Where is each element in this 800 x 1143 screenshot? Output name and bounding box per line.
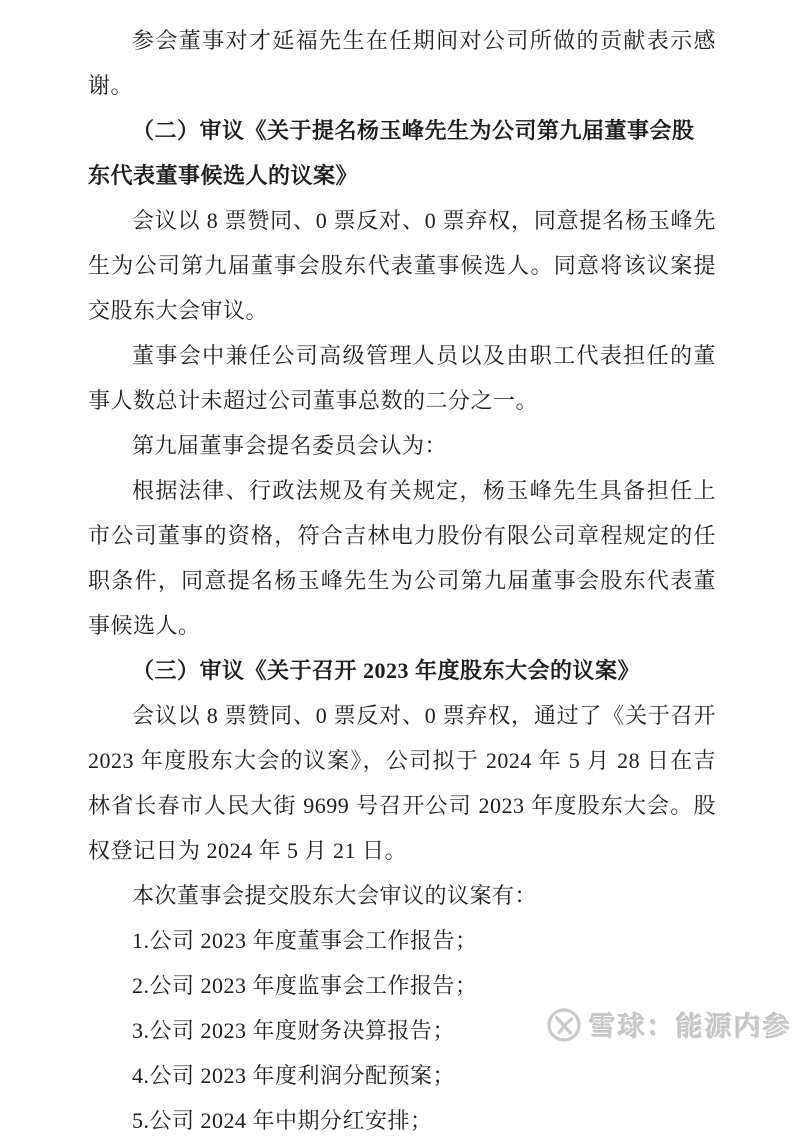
paragraph: 本次董事会提交股东大会审议的议案有： xyxy=(132,883,538,908)
watermark xyxy=(546,1005,792,1044)
paragraph: 会议以 8 票赞同、0 票反对、0 票弃权，通过了《关于召开 2023 年度股东大会的议案》，公司拟于 2024 年 5 月 28 日在吉林省长春市人民大街 9699 号召开公司 2023 年度股东大会。股权登记日为 2024 年 5 月 21 日。 xyxy=(88,703,716,863)
list-item: 4.公司 2023 年度利润分配预案； xyxy=(132,1063,456,1088)
paragraph: 第九届董事会提名委员会认为： xyxy=(132,433,448,458)
watermark-label: 雪球：能源内参 xyxy=(589,1012,792,1042)
list-item: 5.公司 2024 年中期分红安排； xyxy=(132,1108,433,1133)
list-item: 3.公司 2023 年度财务决算报告； xyxy=(132,1018,456,1043)
document-content xyxy=(88,18,716,1143)
section-heading: （三）审议《关于召开 2023 年度股东大会的议案》 xyxy=(132,658,641,683)
paragraph: 董事会中兼任公司高级管理人员以及由职工代表担任的董事人数总计未超过公司董事总数的二分之一。 xyxy=(88,343,716,413)
paragraph: 根据法律、行政法规及有关规定，杨玉峰先生具备担任上市公司董事的资格，符合吉林电力股份有限公司章程规定的任职条件，同意提名杨玉峰先生为公司第九届董事会股东代表董事候选人。 xyxy=(88,478,716,638)
section-heading: （二）审议《关于提名杨玉峰先生为公司第九届董事会股东代表董事候选人的议案》 xyxy=(88,118,695,188)
paragraph: 会议以 8 票赞同、0 票反对、0 票弃权，同意提名杨玉峰先生为公司第九届董事会股东代表董事候选人。同意将该议案提交股东大会审议。 xyxy=(88,208,716,323)
list-item: 2.公司 2023 年度监事会工作报告； xyxy=(132,973,478,998)
xueqiu-snowball-icon xyxy=(546,1007,582,1043)
paragraph: 参会董事对才延福先生在任期间对公司所做的贡献表示感谢。 xyxy=(88,28,716,98)
list-item: 1.公司 2023 年度董事会工作报告； xyxy=(132,928,478,953)
